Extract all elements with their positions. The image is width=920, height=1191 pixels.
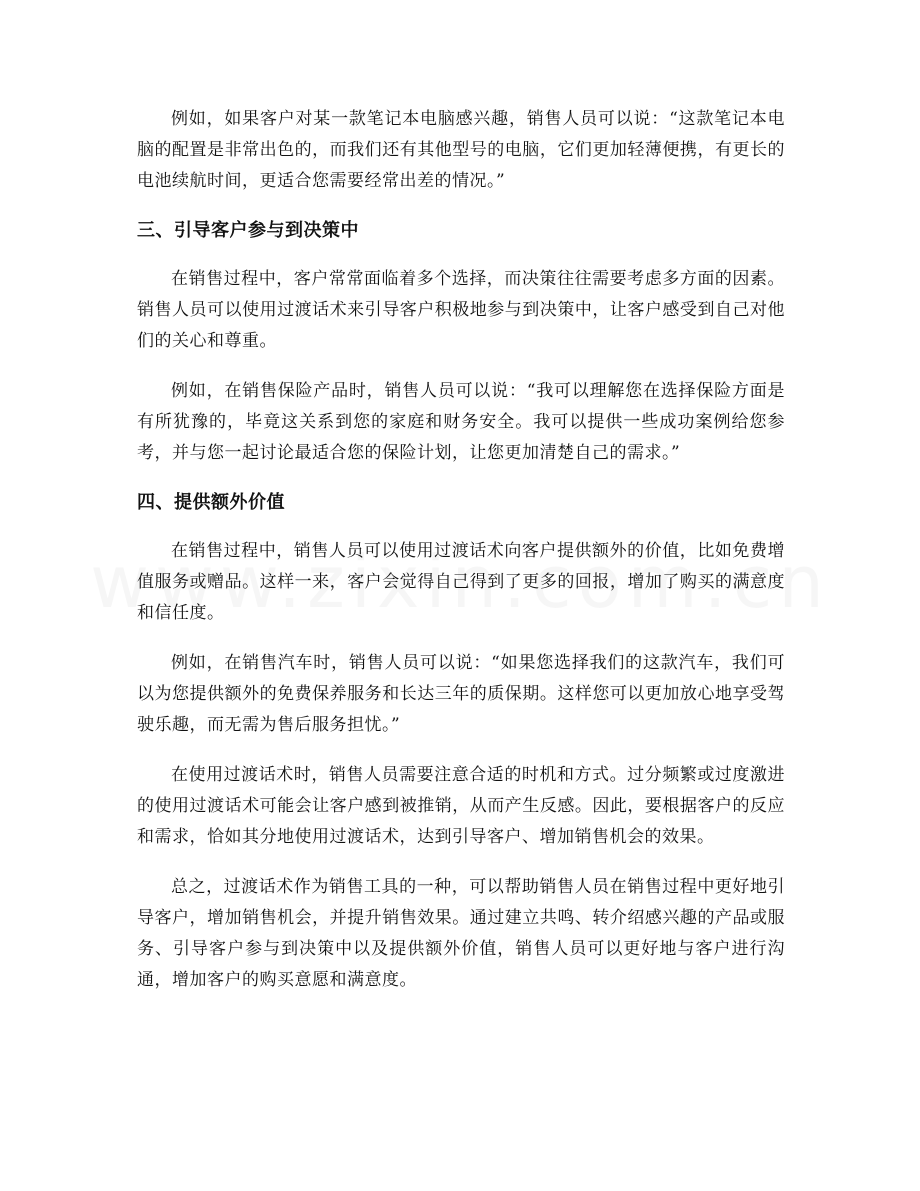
paragraph-usage-caution: 在使用过渡话术时，销售人员需要注意合适的时机和方式。过分频繁或过度激进的使用过渡话术可能会让客户感到被推销，从而产生反感。因此，要根据客户的反应和需求，恰如其分地使用过渡话术，达到引导客户、增加销售机会的效果。	[137, 765, 785, 847]
paragraph-conclusion: 总之，过渡话术作为销售工具的一种，可以帮助销售人员在销售过程中更好地引导客户，增加销售机会，并提升销售效果。通过建立共鸣、转介绍感兴趣的产品或服务、引导客户参与到决策中以及提供额外价值，销售人员可以更好地与客户进行沟通，增加客户的购买意愿和满意度。	[137, 877, 785, 990]
paragraph-extra-value-intro: 在销售过程中，销售人员可以使用过渡话术向客户提供额外的价值，比如免费增值服务或赠品。这样一来，客户会觉得自己得到了更多的回报，增加了购买的满意度和信任度。	[137, 541, 785, 623]
paragraph-laptop-example: 例如，如果客户对某一款笔记本电脑感兴趣，销售人员可以说：“这款笔记本电脑的配置是非常出色的，而我们还有其他型号的电脑，它们更加轻薄便携，有更长的电池续航时间，更适合您需要经常出差的情况。”	[137, 109, 785, 191]
section-heading-3: 三、引导客户参与到决策中	[137, 220, 359, 241]
paragraph-car-example: 例如，在销售汽车时，销售人员可以说：“如果您选择我们的这款汽车，我们可以为您提供额外的免费保养服务和长达三年的质保期。这样您可以更加放心地享受驾驶乐趣，而无需为售后服务担忧。”	[137, 653, 785, 735]
paragraph-insurance-example: 例如，在销售保险产品时，销售人员可以说：“我可以理解您在选择保险方面是有所犹豫的，毕竟这关系到您的家庭和财务安全。我可以提供一些成功案例给您参考，并与您一起讨论最适合您的保险计划，让您更加清楚自己的需求。”	[137, 381, 785, 463]
paragraph-decision-intro: 在销售过程中，客户常常面临着多个选择，而决策往往需要考虑多方面的因素。销售人员可以使用过渡话术来引导客户积极地参与到决策中，让客户感受到自己对他们的关心和尊重。	[137, 269, 785, 351]
section-heading-4: 四、提供额外价值	[137, 492, 285, 513]
document-body	[137, 104, 785, 1015]
